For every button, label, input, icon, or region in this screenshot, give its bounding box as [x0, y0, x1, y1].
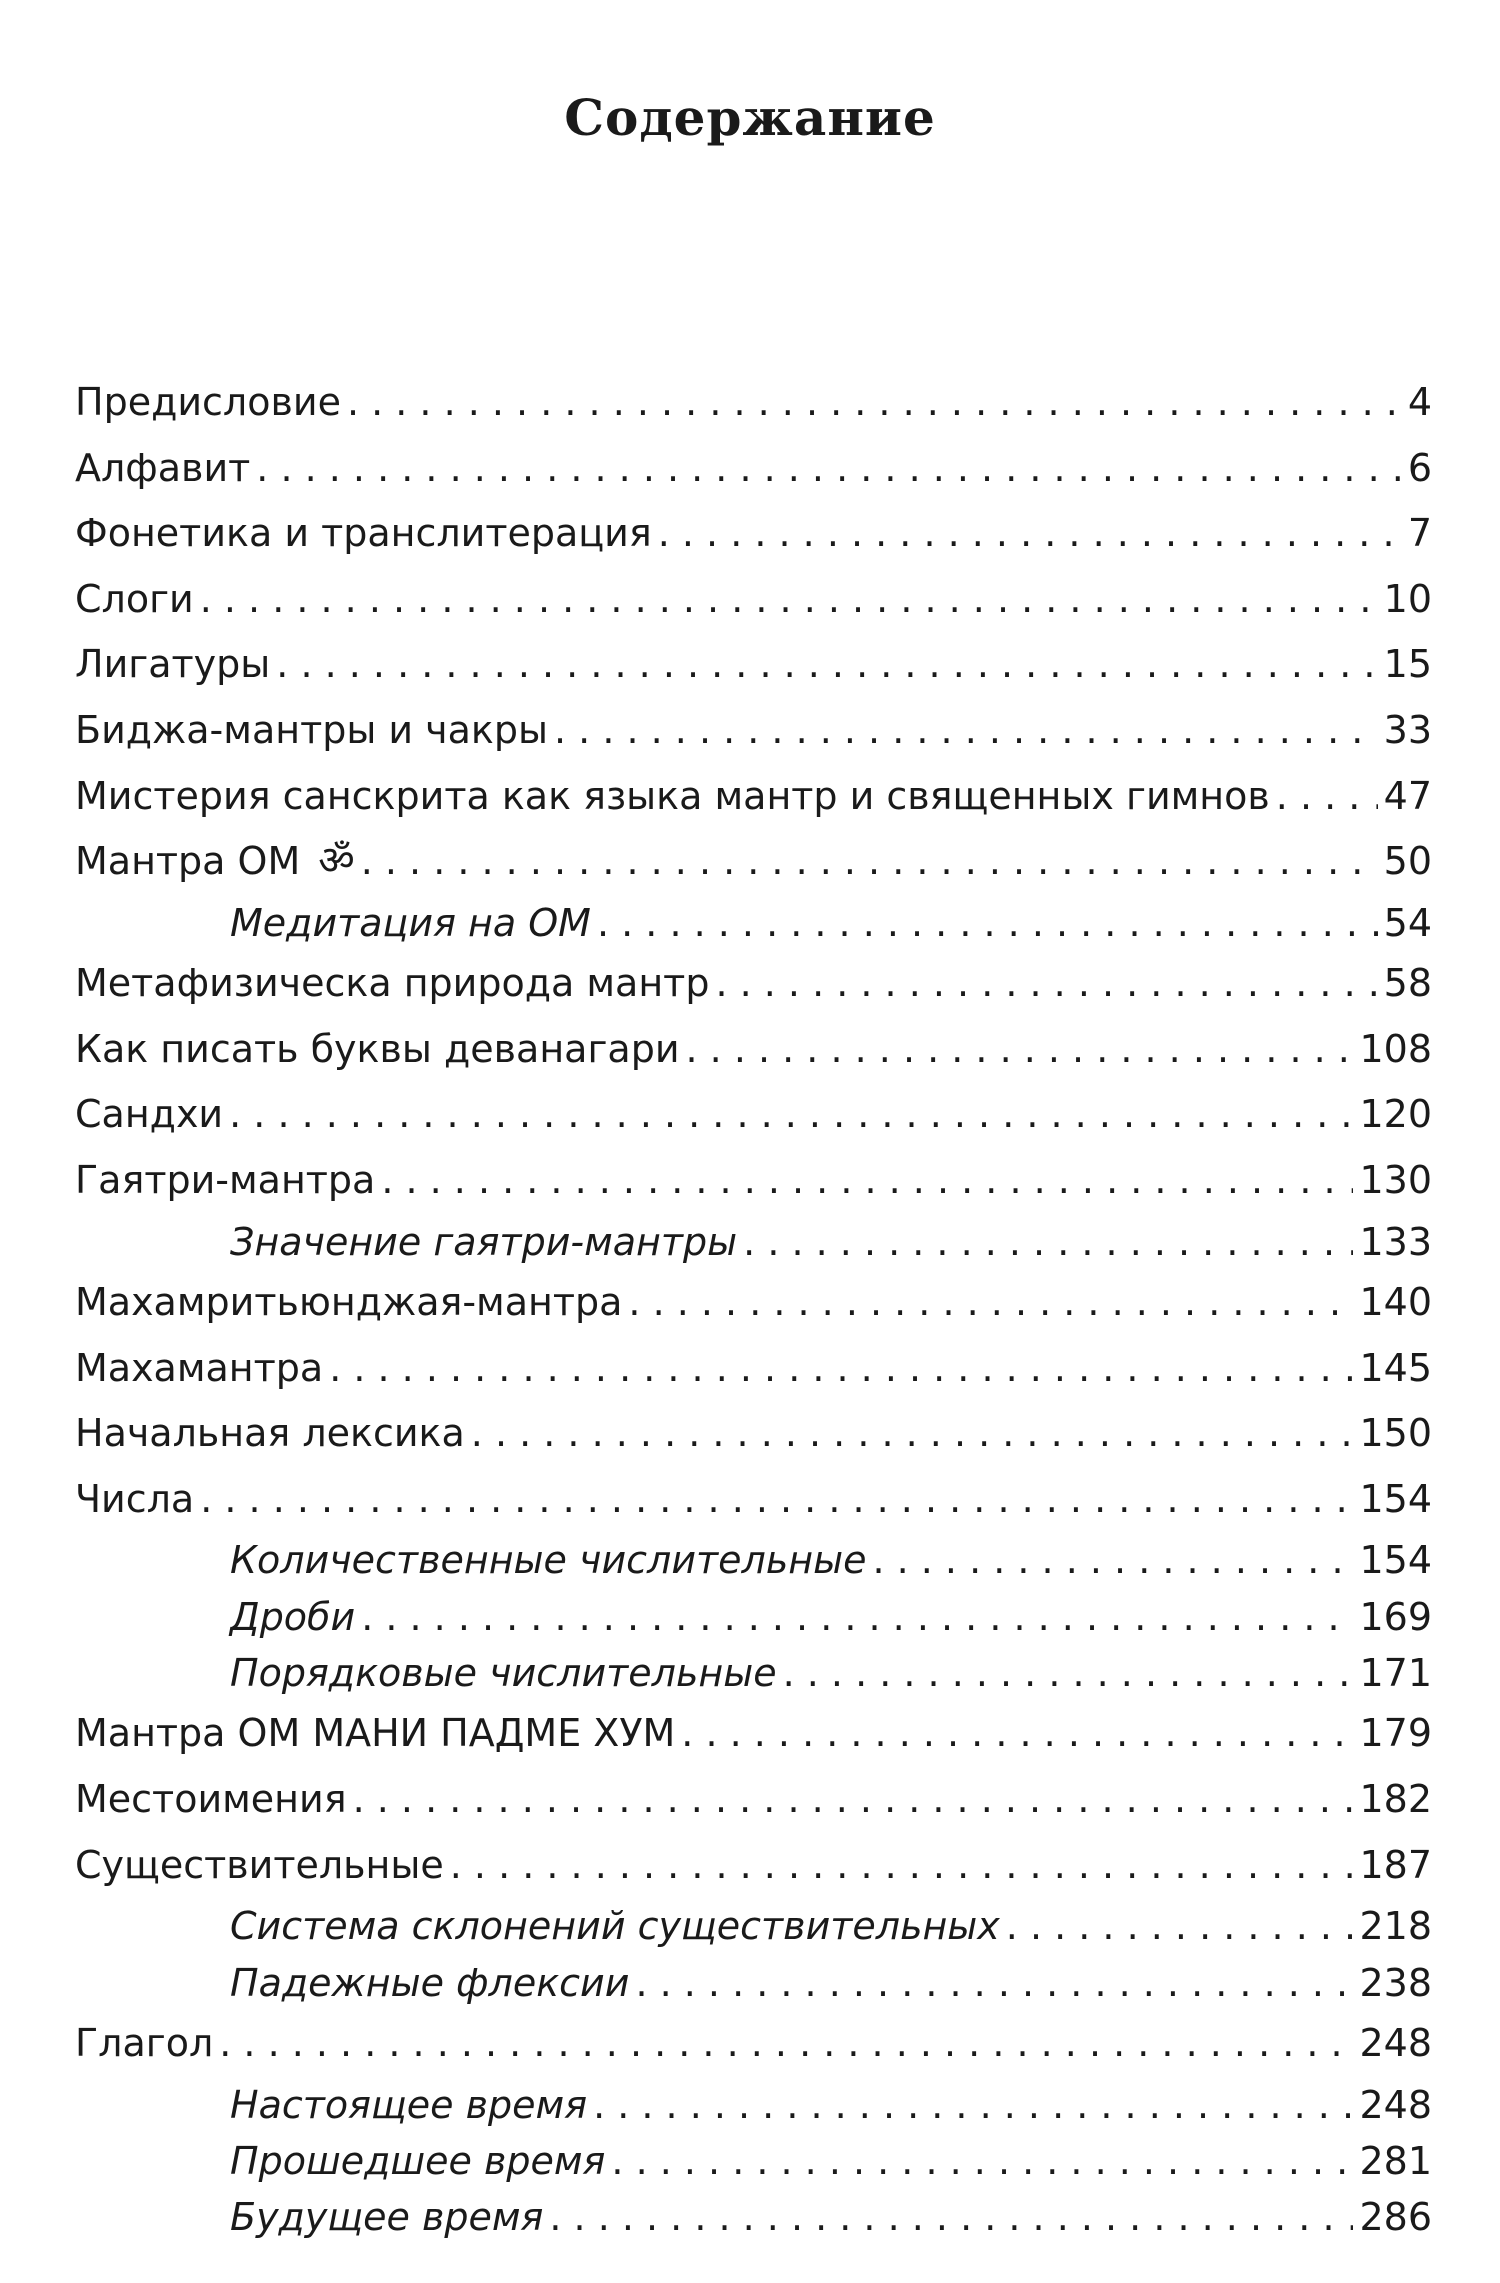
toc-subentry-label: Система склонений существительных — [230, 1904, 1000, 1949]
toc-entry-page: 7 — [1407, 511, 1432, 556]
toc-entry-page: 15 — [1383, 642, 1432, 687]
dot-leader — [593, 2077, 1353, 2133]
toc-entry[interactable] — [75, 1082, 1432, 1148]
toc-entry-page: 120 — [1359, 1092, 1432, 1137]
toc-subentry[interactable] — [75, 1214, 1432, 1270]
dot-leader — [554, 698, 1378, 764]
toc-entry-page: 182 — [1359, 1777, 1432, 1822]
toc-entry[interactable] — [75, 1017, 1432, 1083]
page-title: Содержание — [564, 88, 936, 147]
dot-leader — [743, 1214, 1353, 1270]
table-of-contents — [75, 370, 1432, 2246]
toc-subentry[interactable] — [75, 2189, 1432, 2245]
toc-entry-page: 33 — [1383, 707, 1432, 752]
toc-subentry-label: Значение гаятри-мантры — [230, 1219, 738, 1264]
toc-subentry[interactable] — [75, 1645, 1432, 1701]
dot-leader — [200, 1467, 1353, 1533]
om-icon: ॐ — [318, 838, 355, 885]
toc-entry[interactable] — [75, 764, 1432, 830]
toc-subentry-label: Дроби — [230, 1594, 356, 1639]
toc-entry[interactable] — [75, 501, 1432, 567]
toc-entry[interactable] — [75, 1336, 1432, 1402]
dot-leader — [611, 2133, 1353, 2189]
toc-entry-page: 6 — [1407, 445, 1432, 490]
toc-entry[interactable] — [75, 1270, 1432, 1336]
dot-leader — [549, 2189, 1353, 2245]
toc-entry[interactable] — [75, 951, 1432, 1017]
dot-leader — [256, 436, 1402, 502]
toc-entry-label: Начальная лексика — [75, 1411, 465, 1456]
toc-entry-label: Слоги — [75, 576, 194, 621]
toc-entry-page: 108 — [1359, 1026, 1432, 1071]
dot-leader — [597, 895, 1378, 951]
dot-leader — [715, 951, 1377, 1017]
toc-subentry[interactable] — [75, 1955, 1432, 2011]
toc-subentry-page: 171 — [1359, 1651, 1432, 1696]
toc-subentry-label: Настоящее время — [230, 2082, 588, 2127]
toc-entry-label: Лигатуры — [75, 642, 271, 687]
toc-entry-page: 130 — [1359, 1157, 1432, 1202]
toc-subentry[interactable] — [75, 2077, 1432, 2133]
toc-entry-label: Числа — [75, 1476, 195, 1521]
dot-leader — [658, 501, 1402, 567]
toc-subentry-page: 281 — [1359, 2139, 1432, 2183]
toc-entry[interactable] — [75, 370, 1432, 436]
dot-leader — [381, 1148, 1353, 1214]
toc-entry[interactable] — [75, 1401, 1432, 1467]
toc-entry-page: 145 — [1359, 1345, 1432, 1390]
toc-entry[interactable] — [75, 1833, 1432, 1899]
dot-leader — [471, 1401, 1354, 1467]
toc-entry[interactable] — [75, 436, 1432, 502]
toc-entry-label: Как писать буквы деванагари — [75, 1026, 680, 1071]
toc-entry[interactable] — [75, 567, 1432, 633]
dot-leader — [353, 1767, 1354, 1833]
toc-subentry-page: 218 — [1359, 1904, 1432, 1949]
toc-entry-label: Фонетика и транслитерация — [75, 511, 652, 556]
toc-entry-label: Гаятри-мантра — [75, 1157, 376, 1202]
toc-entry[interactable] — [75, 1467, 1432, 1533]
dot-leader — [361, 1589, 1353, 1645]
dot-leader — [329, 1336, 1353, 1402]
toc-entry-page: 150 — [1359, 1411, 1432, 1456]
toc-entry-label: Мистерия санскрита как языка мантр и священных гимнов — [75, 773, 1270, 818]
dot-leader — [783, 1645, 1354, 1701]
toc-subentry-page: 154 — [1359, 1538, 1432, 1583]
toc-subentry-page: 54 — [1383, 900, 1432, 945]
toc-entry-page: 187 — [1359, 1842, 1432, 1887]
toc-subentry[interactable] — [75, 895, 1432, 951]
toc-entry-page: 179 — [1359, 1711, 1432, 1756]
toc-subentry[interactable] — [75, 1589, 1432, 1645]
dot-leader — [347, 370, 1402, 436]
toc-entry-page: 140 — [1359, 1279, 1432, 1324]
toc-subentry-label: Будущее время — [230, 2195, 544, 2240]
toc-subentry[interactable] — [75, 1898, 1432, 1954]
toc-entry-page: 154 — [1359, 1476, 1432, 1521]
toc-subentry[interactable] — [75, 2133, 1432, 2189]
toc-entry-label: Глагол — [75, 2021, 214, 2066]
dot-leader — [1276, 764, 1378, 830]
toc-subentry-page: 169 — [1359, 1594, 1432, 1639]
toc-entry-label: Мантра ОМ МАНИ ПАДМЕ ХУМ — [75, 1711, 676, 1756]
dot-leader — [628, 1270, 1353, 1336]
dot-leader — [276, 632, 1377, 698]
toc-entry-label: Биджа-мантры и чакры — [75, 707, 548, 752]
toc-subentry-label: Падежные флексии — [230, 1960, 630, 2005]
toc-entry-page: 50 — [1383, 839, 1432, 884]
toc-subentry-page: 133 — [1359, 1219, 1432, 1264]
toc-entry-page: 4 — [1407, 380, 1432, 424]
dot-leader — [229, 1082, 1353, 1148]
dot-leader — [219, 2011, 1353, 2077]
toc-entry-label: Метафизическа природа мантр — [75, 961, 710, 1006]
dot-leader — [361, 829, 1378, 895]
toc-entry-label: Сандхи — [75, 1092, 224, 1137]
toc-entry-label: Алфавит — [75, 445, 251, 490]
dot-leader — [686, 1017, 1354, 1083]
toc-entry-label: Махамантра — [75, 1345, 324, 1390]
dot-leader — [450, 1833, 1354, 1899]
toc-subentry[interactable] — [75, 1532, 1432, 1588]
toc-entry[interactable] — [75, 1148, 1432, 1214]
toc-entry[interactable] — [75, 1767, 1432, 1833]
toc-entry-page: 10 — [1383, 576, 1432, 621]
toc-entry[interactable] — [75, 2011, 1432, 2077]
toc-subentry-label: Прошедшее время — [230, 2139, 606, 2183]
dot-leader — [635, 1955, 1353, 2011]
dot-leader — [872, 1532, 1353, 1588]
toc-subentry-label: Медитация на ОМ — [230, 900, 591, 945]
toc-entry-label: Махамритьюнджая-мантра — [75, 1279, 623, 1324]
toc-entry-page: 58 — [1383, 961, 1432, 1006]
toc-subentry-label: Порядковые числительные — [230, 1651, 777, 1696]
toc-entry[interactable] — [75, 632, 1432, 698]
toc-entry-label: Существительные — [75, 1842, 444, 1887]
toc-subentry-page: 248 — [1359, 2082, 1432, 2127]
toc-entry-page: 47 — [1383, 773, 1432, 818]
toc-entry-label: Мантра ОМ — [75, 839, 301, 884]
dot-leader — [681, 1701, 1353, 1767]
toc-entry-label: Местоимения — [75, 1777, 347, 1822]
toc-entry[interactable] — [75, 829, 1432, 895]
dot-leader — [1006, 1898, 1354, 1954]
toc-subentry-page: 286 — [1359, 2195, 1432, 2240]
toc-entry[interactable] — [75, 1701, 1432, 1767]
toc-entry-page: 248 — [1359, 2021, 1432, 2066]
toc-subentry-label: Количественные числительные — [230, 1538, 867, 1583]
dot-leader — [200, 567, 1378, 633]
toc-entry[interactable] — [75, 698, 1432, 764]
toc-entry-label: Предисловие — [75, 380, 341, 424]
toc-subentry-page: 238 — [1359, 1960, 1432, 2005]
